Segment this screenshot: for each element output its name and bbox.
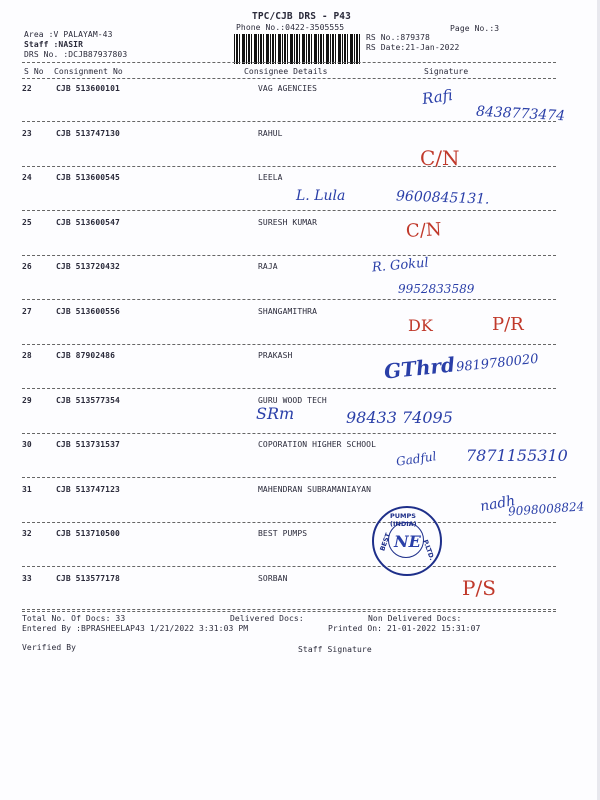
row-divider bbox=[22, 433, 556, 434]
handwritten-phone: 9600845131. bbox=[395, 188, 490, 208]
handwritten-note: DK bbox=[408, 316, 433, 335]
row-consignment-number: CJB 513600101 bbox=[56, 84, 120, 93]
row-divider bbox=[22, 166, 556, 167]
row-consignee-name: MAHENDRAN SUBRAMANIAYAN bbox=[258, 485, 372, 494]
row-sno: 25 bbox=[22, 218, 32, 227]
col-consignment: Consignment No bbox=[54, 67, 123, 76]
company-stamp bbox=[372, 506, 442, 576]
row-consignment-number: CJB 513731537 bbox=[56, 440, 120, 449]
row-divider bbox=[22, 210, 556, 211]
row-divider bbox=[22, 611, 556, 612]
row-divider bbox=[22, 255, 556, 256]
row-consignment-number: CJB 513600556 bbox=[56, 307, 120, 316]
row-divider bbox=[22, 522, 556, 523]
row-divider bbox=[22, 566, 556, 567]
row-consignee-name: RAJA bbox=[258, 262, 278, 271]
handwritten-note: C/N bbox=[405, 219, 443, 242]
signature-mark: SRm bbox=[256, 404, 295, 423]
drs-number: DRS No. :DCJB87937803 bbox=[24, 50, 128, 59]
row-consignee-name: LEELA bbox=[258, 173, 283, 182]
handwritten-phone: 98433 74095 bbox=[346, 408, 453, 427]
signature-mark: Gadful bbox=[395, 449, 438, 469]
total-docs: Total No. Of Docs: 33 bbox=[22, 614, 126, 623]
row-sno: 29 bbox=[22, 396, 32, 405]
handwritten-phone: 9098008824 bbox=[507, 499, 585, 519]
row-consignee-name: COPORATION HIGHER SCHOOL bbox=[258, 440, 376, 449]
staff-signature: Staff Signature bbox=[298, 645, 372, 654]
row-sno: 32 bbox=[22, 529, 32, 538]
row-sno: 23 bbox=[22, 129, 32, 138]
signature-mark: Rafi bbox=[420, 85, 454, 109]
row-consignment-number: CJB 513710500 bbox=[56, 529, 120, 538]
stamp-right-text: P.LTD. bbox=[421, 538, 437, 562]
divider bbox=[22, 78, 556, 79]
sheet-title: TPC/CJB DRS - P43 bbox=[252, 11, 351, 22]
row-consignment-number: CJB 513577178 bbox=[56, 574, 120, 583]
barcode-icon bbox=[234, 34, 360, 64]
staff-label: Staff :NASIR bbox=[24, 40, 83, 49]
row-divider bbox=[22, 388, 556, 389]
row-consignee-name: PRAKASH bbox=[258, 351, 293, 360]
col-consignee: Consignee Details bbox=[244, 67, 328, 76]
rs-number: RS No.:879378 bbox=[366, 33, 430, 42]
row-consignment-number: CJB 513720432 bbox=[56, 262, 120, 271]
stamp-left-text: BEST bbox=[378, 531, 393, 553]
non-delivered-docs: Non Delivered Docs: bbox=[368, 614, 462, 623]
row-consignee-name: BEST PUMPS bbox=[258, 529, 308, 538]
row-sno: 27 bbox=[22, 307, 32, 316]
row-consignee-name: RAHUL bbox=[258, 129, 283, 138]
entered-by: Entered By :BPRASHEELAP43 1/21/2022 3:31:03 PM bbox=[22, 624, 249, 633]
rs-date: RS Date:21-Jan-2022 bbox=[366, 43, 460, 52]
handwritten-phone: 8438773474 bbox=[475, 103, 566, 125]
row-sno: 26 bbox=[22, 262, 32, 271]
row-divider bbox=[22, 344, 556, 345]
col-sno: S No bbox=[24, 67, 44, 76]
stamp-top-text: PUMPS (INDIA) bbox=[390, 512, 417, 528]
delivered-docs: Delivered Docs: bbox=[230, 614, 304, 623]
page-number: Page No.:3 bbox=[450, 24, 500, 33]
signature-mark: GThrd bbox=[382, 352, 457, 384]
phone-number: Phone No.:0422-3505555 bbox=[236, 23, 345, 32]
divider bbox=[22, 62, 556, 63]
handwritten-phone: 9952833589 bbox=[398, 282, 475, 296]
row-consignment-number: CJB 513600545 bbox=[56, 173, 120, 182]
verified-by: Verified By bbox=[22, 643, 77, 652]
row-consignment-number: CJB 513747123 bbox=[56, 485, 120, 494]
handwritten-phone: 7871155310 bbox=[466, 446, 568, 465]
row-divider bbox=[22, 121, 556, 122]
handwritten-note: P/R bbox=[492, 314, 524, 335]
row-sno: 33 bbox=[22, 574, 32, 583]
signature-mark: nadh bbox=[478, 493, 517, 515]
row-consignee-name: VAG AGENCIES bbox=[258, 84, 317, 93]
row-sno: 31 bbox=[22, 485, 32, 494]
handwritten-signature: R. Gokul bbox=[371, 255, 430, 276]
handwritten-phone: 9819780020 bbox=[455, 351, 540, 376]
row-consignment-number: CJB 513747130 bbox=[56, 129, 120, 138]
row-consignee-name: SORBAN bbox=[258, 574, 288, 583]
printed-on: Printed On: 21-01-2022 15:31:07 bbox=[328, 624, 481, 633]
divider bbox=[22, 609, 556, 610]
handwritten-note: P/S bbox=[462, 576, 496, 600]
row-sno: 30 bbox=[22, 440, 32, 449]
area-label: Area :V PALAYAM-43 bbox=[24, 30, 113, 39]
stamp-signature: NE bbox=[394, 532, 421, 551]
row-consignment-number: CJB 87902486 bbox=[56, 351, 115, 360]
row-consignee-name: SURESH KUMAR bbox=[258, 218, 317, 227]
row-sno: 28 bbox=[22, 351, 32, 360]
col-signature: Signature bbox=[424, 67, 469, 76]
row-consignee-name: SHANGAMITHRA bbox=[258, 307, 317, 316]
row-divider bbox=[22, 477, 556, 478]
handwritten-signature: L. Lula bbox=[296, 188, 346, 204]
row-consignment-number: CJB 513600547 bbox=[56, 218, 120, 227]
handwritten-note: C/N bbox=[420, 146, 460, 170]
row-divider bbox=[22, 299, 556, 300]
row-consignee-name: GURU WOOD TECH bbox=[258, 396, 327, 405]
row-sno: 24 bbox=[22, 173, 32, 182]
row-sno: 22 bbox=[22, 84, 32, 93]
row-consignment-number: CJB 513577354 bbox=[56, 396, 120, 405]
